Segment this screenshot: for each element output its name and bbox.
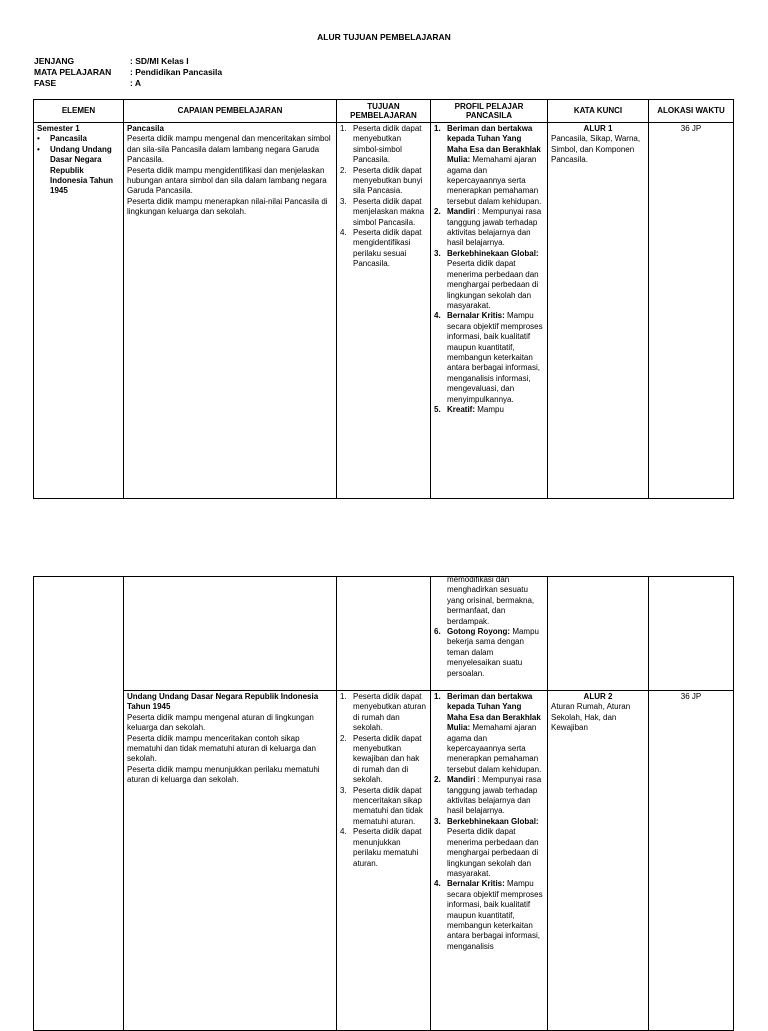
meta-key: MATA PELAJARAN — [34, 67, 112, 77]
list-item: • Pancasila — [37, 134, 87, 144]
cell-capaian — [124, 691, 337, 1031]
cell-kata-kunci — [548, 123, 649, 499]
header-alokasi: ALOKASI WAKTU — [649, 100, 734, 123]
list-item: 1. Peserta didik dapat menyebutkan aturan di rumah dan sekolah. — [340, 692, 426, 733]
learning-flow-table — [33, 99, 734, 499]
list-item: 1. Beriman dan bertakwa kepada Tuhan Yang Maha Esa dan Berakhlak Mulia: Memahami ajaran agama dan kepercayaannya serta menerapkan pemahaman tersebut dalam kehidupan. — [434, 124, 542, 206]
list-item: 3. Berkebhinekaan Global: Peserta didik dapat menerima perbedaan dan menghargai perbedaan di lingkungan sekolah dan masyarakat. — [434, 816, 539, 878]
semester-label: Semester 1 — [37, 124, 80, 133]
meta-row-mata-pelajaran — [34, 67, 222, 78]
tujuan-list — [340, 124, 427, 270]
cell-tujuan — [337, 123, 431, 499]
elemen-list — [37, 134, 120, 196]
cell-alokasi — [649, 123, 734, 499]
header-kata-kunci: KATA KUNCI — [548, 100, 649, 123]
cell-tujuan — [337, 577, 431, 691]
kata-kunci-text: Pancasila, Sikap, Warna, Simbol, dan Komponen Pancasila. — [551, 134, 641, 165]
learning-flow-table-continued — [33, 576, 734, 1031]
header-profil: PROFIL PELAJAR PANCASILA — [431, 100, 548, 123]
list-item: 2. Mandiri : Mempunyai rasa tanggung jawab terhadap aktivitas belajarnya dan hasil belajarnya. — [434, 775, 542, 816]
cell-capaian — [124, 577, 337, 691]
cell-alokasi — [649, 691, 734, 1031]
cell-profil — [431, 577, 548, 691]
document-meta — [34, 56, 222, 89]
list-item: 3. Peserta didik dapat menceritakan sikap mematuhi dan tidak mematuhi aturan. — [340, 785, 423, 826]
meta-key: FASE — [34, 78, 57, 88]
capaian-title: Undang Undang Dasar Negara Republik Indonesia Tahun 1945 — [127, 692, 319, 712]
meta-value: : Pendidikan Pancasila — [130, 67, 223, 77]
list-item: 6. Gotong Royong: Mampu bekerja sama dengan teman dalam menyelesaikan suatu persoalan. — [434, 627, 539, 678]
table-row — [34, 123, 734, 499]
alokasi-value: 36 JP — [680, 124, 702, 133]
profil-list — [434, 627, 544, 679]
list-item: 2. Mandiri : Mempunyai rasa tanggung jawab terhadap aktivitas belajarnya dan hasil belajarnya. — [434, 207, 542, 248]
list-item: 4. Bernalar Kritis: Mampu secara objektif memproses informasi, baik kualitatif maupun kuantitatif, membangun keterkaitan antara berbagai informasi, menganalisis — [434, 879, 543, 951]
capaian-title: Pancasila — [127, 124, 164, 133]
meta-row-fase — [34, 78, 222, 89]
table-row — [34, 577, 734, 691]
list-item: 5. Kreatif: Mampu — [434, 404, 504, 414]
list-item: 3. Berkebhinekaan Global: Peserta didik dapat menerima perbedaan dan menghargai perbedaan di lingkungan sekolah dan masyarakat. — [434, 248, 539, 310]
capaian-text: Peserta didik mampu mengenal dan menceritakan simbol dan sila-sila Pancasila dalam lambang negara Garuda Pancasila. Peserta didik mampu mengidentifikasi dan menjelaskan hubungan antara simbol dan sila dalam lambang negara Garuda Pancasila. Peserta didik mampu menerapkan nilai-nilai Pancasila di lingkungan keluarga dan sekolah. — [127, 134, 331, 217]
meta-value: : A — [130, 78, 142, 88]
cell-tujuan — [337, 691, 431, 1031]
capaian-text: Peserta didik mampu mengenal aturan di lingkungan keluarga dan sekolah. Peserta didik mampu menceritakan contoh sikap mematuhi dan tidak mematuhi aturan di keluarga dan sekolah. Peserta didik mampu menunjukkan perilaku mematuhi aturan di keluarga dan sekolah. — [127, 712, 320, 785]
table-row — [34, 691, 734, 1031]
list-item: 3. Peserta didik dapat menjelaskan makna simbol Pancasila. — [340, 196, 425, 227]
cell-alokasi — [649, 577, 734, 691]
meta-value: : SD/MI Kelas I — [130, 56, 189, 66]
list-item: 4. Peserta didik dapat mengidentifikasi perilaku sesuai Pancasila. — [340, 228, 422, 269]
list-item: 1. Peserta didik dapat menyebutkan simbol-simbol Pancasila. — [340, 124, 422, 165]
cell-elemen — [34, 123, 124, 499]
header-capaian: CAPAIAN PEMBELAJARAN — [124, 100, 337, 123]
alokasi-value: 36 JP — [680, 692, 702, 701]
list-item: 1. Beriman dan bertakwa kepada Tuhan Yang Maha Esa dan Berakhlak Mulia: Memahami ajaran agama dan kepercayaannya serta menerapkan pemahaman tersebut dalam kehidupan. — [434, 692, 542, 774]
header-tujuan: TUJUAN PEMBELAJARAN — [337, 100, 431, 123]
cell-capaian — [124, 123, 337, 499]
meta-key: JENJANG — [34, 56, 75, 66]
table-header-row — [34, 100, 734, 123]
list-item: 2. Peserta didik dapat menyebutkan bunyi sila Pancasia. — [340, 165, 423, 196]
cell-kata-kunci — [548, 691, 649, 1031]
profil-list — [434, 124, 544, 415]
list-item: • Undang Undang Dasar Negara Republik Indonesia Tahun 1945 — [37, 144, 113, 196]
kata-kunci-text: Aturan Rumah, Aturan Sekolah, Hak, dan Kewajiban — [551, 702, 631, 733]
tujuan-list — [340, 692, 427, 869]
alur-label: ALUR 1 — [583, 124, 613, 133]
meta-row-jenjang — [34, 56, 222, 67]
cell-elemen — [34, 577, 124, 1031]
profil-continued-text: memodifikasi dan menghadirkan sesuatu yang orisinal, bermakna, bermanfaat, dan berdampak. — [447, 575, 535, 626]
cell-kata-kunci — [548, 577, 649, 691]
list-item: 2. Peserta didik dapat menyebutkan kewajiban dan hak di rumah dan di sekolah. — [340, 733, 422, 785]
list-item: 4. Bernalar Kritis: Mampu secara objektif memproses informasi, baik kualitatif maupun kuantitatif, membangun keterkaitan antara berbagai informasi, menganalisis informasi, mengevaluasi, dan menyimpulkannya. — [434, 311, 543, 404]
list-item: 4. Peserta didik dapat menunjukkan perilaku mematuhi aturan. — [340, 827, 422, 868]
profil-list — [434, 692, 544, 952]
cell-profil — [431, 123, 548, 499]
cell-profil — [431, 691, 548, 1031]
alur-label: ALUR 2 — [583, 692, 613, 701]
header-elemen: ELEMEN — [34, 100, 124, 123]
document-title: ALUR TUJUAN PEMBELAJARAN — [317, 32, 451, 42]
